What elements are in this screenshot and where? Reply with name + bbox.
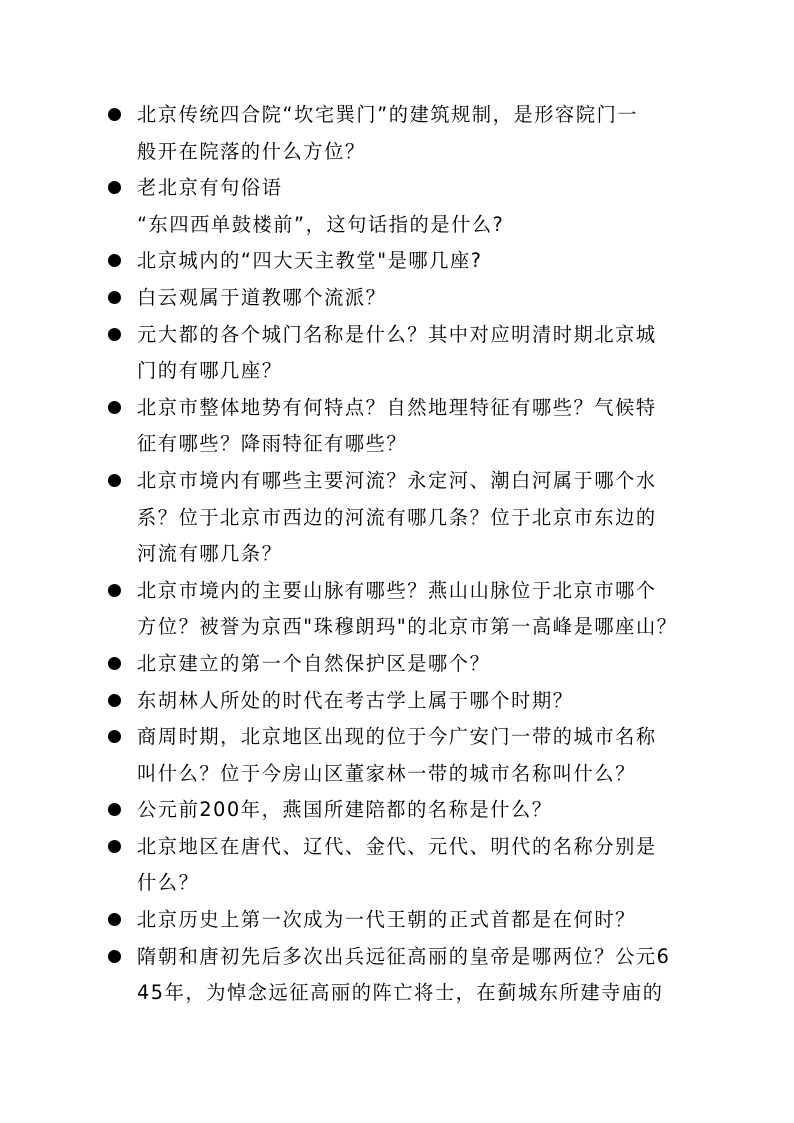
question-item bbox=[106, 317, 686, 390]
bullet-icon bbox=[108, 254, 121, 267]
question-text-line: 元大都的各个城门名称是什么？其中对应明清时期北京城 bbox=[137, 322, 657, 346]
question-text-line: 北京传统四合院“坎宅巽门”的建筑规制，是形容院门一 bbox=[137, 103, 639, 126]
bullet-icon bbox=[108, 181, 121, 194]
question-item bbox=[106, 646, 686, 683]
question-text-line: 什么？ bbox=[137, 871, 200, 895]
question-item bbox=[106, 792, 686, 829]
question-text-line: 河流有哪几条？ bbox=[137, 542, 283, 566]
question-item bbox=[106, 280, 686, 317]
bullet-icon bbox=[108, 730, 121, 743]
question-item bbox=[106, 829, 686, 902]
question-item bbox=[106, 683, 686, 720]
bullet-icon bbox=[108, 291, 121, 304]
bullet-icon bbox=[108, 474, 121, 487]
question-text-line: 北京历史上第一次成为一代王朝的正式首都是在何时？ bbox=[137, 908, 636, 932]
question-text-line: 商周时期，北京地区出现的位于今广安门一带的城市名称 bbox=[137, 725, 657, 749]
question-text-line: 北京地区在唐代、辽代、金代、元代、明代的名称分别是 bbox=[137, 834, 657, 858]
question-item bbox=[106, 463, 686, 573]
question-text-line: 门的有哪几座？ bbox=[137, 359, 283, 383]
question-text-line: 北京城内的“四大天主教堂"是哪几座? bbox=[137, 249, 483, 273]
question-text-line: 45年，为悼念远征高丽的阵亡将士，在蓟城东所建寺庙的 bbox=[137, 981, 664, 1005]
bullet-icon bbox=[108, 840, 121, 853]
bullet-icon bbox=[108, 584, 121, 597]
question-text-line: 般开在院落的什么方位？ bbox=[137, 139, 366, 163]
question-item bbox=[106, 939, 686, 1012]
question-text-line: “东四西单鼓楼前”，这句话指的是什么? bbox=[137, 212, 505, 236]
question-text-line: 叫什么？位于今房山区董家林一带的城市名称叫什么？ bbox=[137, 761, 636, 785]
question-item bbox=[106, 97, 686, 170]
bullet-icon bbox=[108, 401, 121, 414]
question-item bbox=[106, 390, 686, 463]
question-text-line: 东胡林人所处的时代在考古学上属于哪个时期？ bbox=[137, 688, 574, 712]
question-text-line: 方位？被誉为京西"珠穆朗玛"的北京市第一高峰是哪座山？ bbox=[137, 615, 678, 639]
question-text-line: 北京市整体地势有何特点？自然地理特征有哪些？气候特 bbox=[137, 395, 657, 419]
bullet-icon bbox=[108, 950, 121, 963]
bullet-icon bbox=[108, 803, 121, 816]
question-text-line: 隋朝和唐初先后多次出兵远征高丽的皇帝是哪两位？公元6 bbox=[137, 944, 671, 968]
bullet-icon bbox=[108, 328, 121, 341]
bullet-icon bbox=[108, 913, 121, 926]
bullet-icon bbox=[108, 108, 121, 121]
bullet-icon bbox=[108, 657, 121, 670]
question-text-line: 系？位于北京市西边的河流有哪几条？位于北京市东边的 bbox=[137, 505, 657, 529]
question-item bbox=[106, 573, 686, 646]
question-text-line: 北京市境内的主要山脉有哪些？燕山山脉位于北京市哪个 bbox=[137, 578, 657, 602]
bullet-icon bbox=[108, 694, 121, 707]
question-text-line: 征有哪些？降雨特征有哪些？ bbox=[137, 432, 408, 456]
question-text-line: 公元前200年，燕国所建陪都的名称是什么？ bbox=[137, 798, 553, 822]
question-item bbox=[106, 243, 686, 280]
question-item bbox=[106, 170, 686, 243]
question-text-line: 老北京有句俗语 bbox=[137, 176, 283, 200]
question-text-line: 北京市境内有哪些主要河流？永定河、潮白河属于哪个水 bbox=[137, 468, 657, 492]
question-list bbox=[106, 97, 686, 1012]
question-text-line: 北京建立的第一个自然保护区是哪个？ bbox=[137, 651, 491, 675]
question-item bbox=[106, 902, 686, 939]
question-item bbox=[106, 719, 686, 792]
question-text-line: 白云观属于道教哪个流派？ bbox=[137, 285, 387, 309]
